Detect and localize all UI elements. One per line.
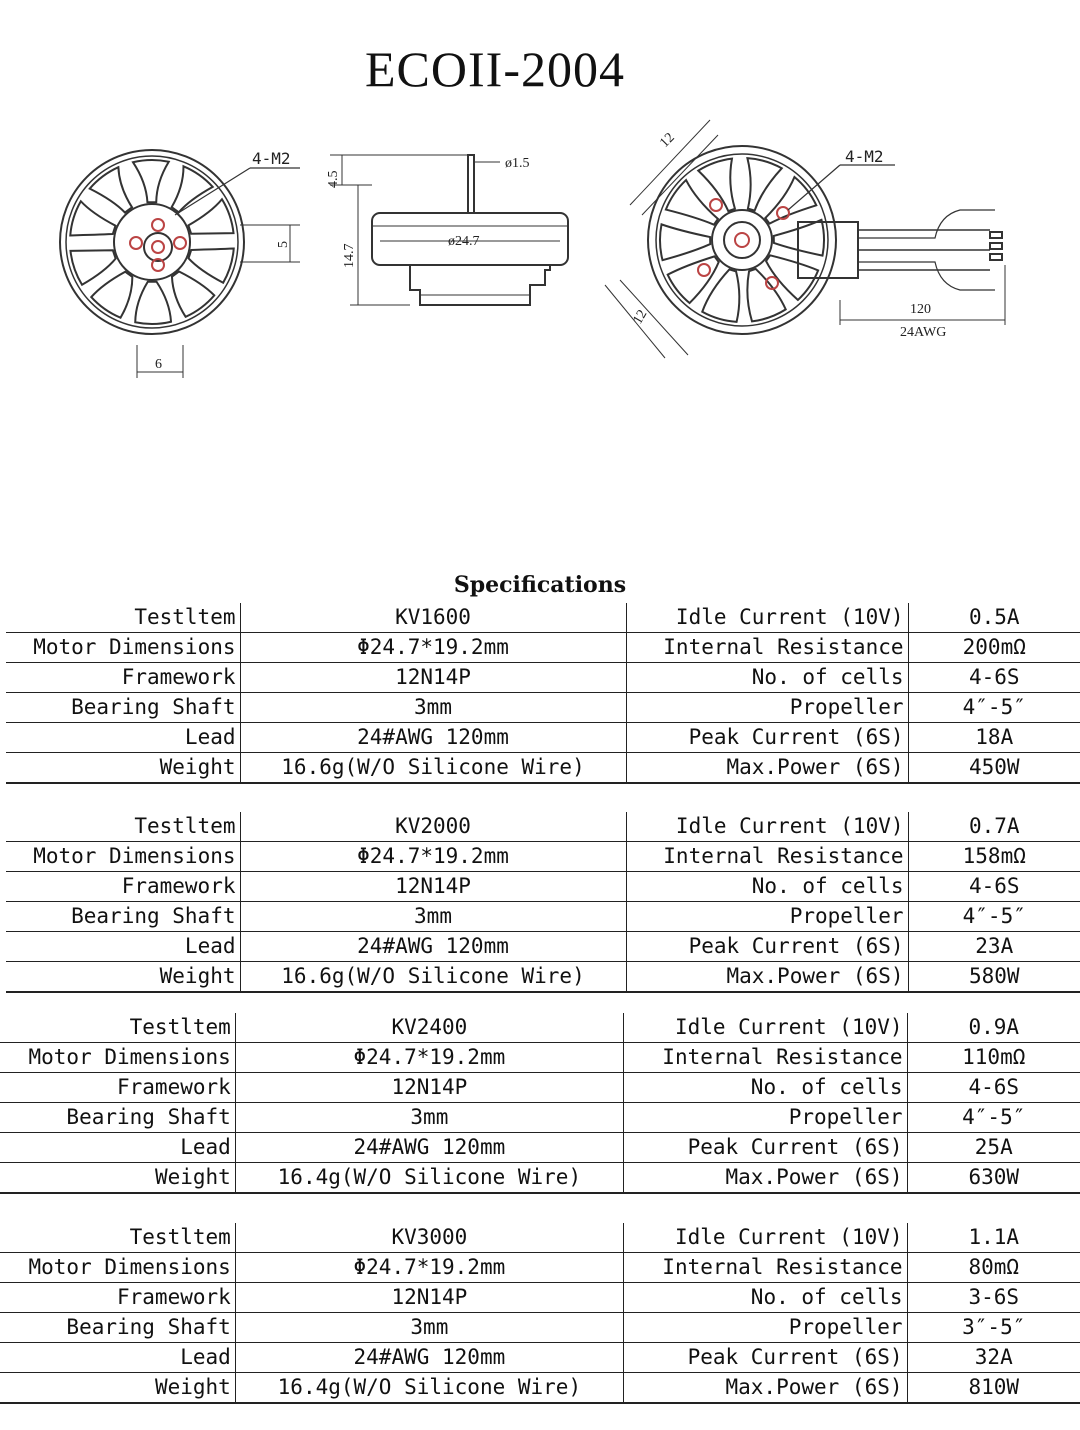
label-cells: No. of cells (623, 1073, 907, 1103)
label-testitem: Testltem (6, 603, 240, 633)
value-resistance: 200mΩ (908, 633, 1080, 663)
label-weight: Weight (6, 962, 240, 993)
label-weight: Weight (6, 753, 240, 784)
value-bearing: 3mm (235, 1313, 623, 1343)
value-propeller: 3″-5″ (907, 1313, 1080, 1343)
value-cells: 3-6S (907, 1283, 1080, 1313)
front-dim-6: 6 (155, 357, 162, 372)
spoke-front-spokes-9 (188, 199, 233, 233)
spec-row-framework (6, 872, 1080, 902)
value-idle: 1.1A (907, 1223, 1080, 1253)
spoke-front-spokes-4 (70, 250, 115, 284)
label-testitem: Testltem (0, 1223, 235, 1253)
label-power: Max.Power (6S) (626, 962, 908, 993)
page-title: ECOII-2004 (365, 41, 625, 97)
value-dimensions: Φ24.7*19.2mm (235, 1253, 623, 1283)
value-dimensions: Φ24.7*19.2mm (240, 842, 626, 872)
spoke-front-spokes-2 (135, 282, 171, 324)
label-peak: Peak Current (6S) (623, 1343, 907, 1373)
spoke-rear-spokes-7 (747, 158, 781, 210)
motor-drawings (0, 100, 1080, 400)
label-lead: Lead (6, 723, 240, 753)
spec-row-testitem (6, 812, 1080, 842)
rear-dim-12-top: 12 (657, 130, 678, 151)
label-framework: Framework (0, 1073, 235, 1103)
label-cells: No. of cells (623, 1283, 907, 1313)
value-peak: 23A (908, 932, 1080, 962)
label-framework: Framework (6, 872, 240, 902)
value-power: 810W (907, 1373, 1080, 1404)
value-idle: 0.9A (907, 1013, 1080, 1043)
value-kv: KV3000 (235, 1223, 623, 1253)
value-propeller: 4″-5″ (908, 693, 1080, 723)
value-dimensions: Φ24.7*19.2mm (240, 633, 626, 663)
value-bearing: 3mm (240, 902, 626, 932)
label-propeller: Propeller (626, 693, 908, 723)
value-propeller: 4″-5″ (908, 902, 1080, 932)
spoke-front-spokes-1 (172, 271, 214, 316)
label-peak: Peak Current (6S) (626, 932, 908, 962)
value-lead: 24#AWG 120mm (235, 1133, 623, 1163)
rear-lead-length: 120 (910, 302, 931, 317)
value-lead: 24#AWG 120mm (240, 932, 626, 962)
spec-table-kv3000 (0, 1223, 1080, 1404)
label-bearing: Bearing Shaft (0, 1313, 235, 1343)
value-propeller: 4″-5″ (907, 1103, 1080, 1133)
spec-row-framework (6, 663, 1080, 693)
label-lead: Lead (0, 1133, 235, 1163)
value-weight: 16.6g(W/O Silicone Wire) (240, 753, 626, 784)
side-body-dia: ø24.7 (448, 234, 480, 249)
spec-row-lead (6, 932, 1080, 962)
rear-lead-gauge: 24AWG (900, 325, 947, 340)
spoke-front-spokes-3 (91, 272, 132, 318)
value-weight: 16.4g(W/O Silicone Wire) (235, 1163, 623, 1194)
value-kv: KV1600 (240, 603, 626, 633)
spec-table-kv2400 (0, 1013, 1080, 1194)
label-peak: Peak Current (6S) (623, 1133, 907, 1163)
label-lead: Lead (6, 932, 240, 962)
value-resistance: 80mΩ (907, 1253, 1080, 1283)
front-view (60, 150, 300, 378)
label-resistance: Internal Resistance (623, 1043, 907, 1073)
label-idle: Idle Current (10V) (626, 812, 908, 842)
label-resistance: Internal Resistance (626, 842, 908, 872)
value-resistance: 110mΩ (907, 1043, 1080, 1073)
label-dimensions: Motor Dimensions (6, 842, 240, 872)
rear-view (605, 120, 1005, 358)
side-shaft-height: 4.5 (326, 170, 341, 188)
spec-table-kv1600 (6, 603, 1080, 784)
value-cells: 4-6S (908, 872, 1080, 902)
spoke-rear-spokes-4 (660, 224, 710, 260)
spec-row-testitem (6, 603, 1080, 633)
spoke-front-spokes-7 (133, 160, 169, 202)
value-peak: 25A (907, 1133, 1080, 1163)
spec-table-kv2000 (6, 812, 1080, 993)
spoke-front-spokes-0 (189, 249, 234, 283)
front-holes-label: 4-M2 (252, 149, 291, 168)
label-dimensions: Motor Dimensions (0, 1253, 235, 1283)
spoke-front-spokes-5 (70, 201, 115, 235)
label-idle: Idle Current (10V) (626, 603, 908, 633)
spec-row-framework (0, 1283, 1080, 1313)
spoke-rear-spokes-2 (702, 269, 739, 321)
spec-row-bearing (6, 902, 1080, 932)
spec-row-lead (6, 723, 1080, 753)
spoke-front-spokes-8 (172, 166, 213, 212)
value-kv: KV2400 (235, 1013, 623, 1043)
spec-row-bearing (6, 693, 1080, 723)
spec-row-testitem (0, 1013, 1080, 1043)
spec-row-framework (0, 1073, 1080, 1103)
label-framework: Framework (0, 1283, 235, 1313)
value-dimensions: Φ24.7*19.2mm (235, 1043, 623, 1073)
label-testitem: Testltem (6, 812, 240, 842)
side-body-height: 14.7 (342, 243, 357, 268)
value-framework: 12N14P (240, 663, 626, 693)
label-framework: Framework (6, 663, 240, 693)
value-bearing: 3mm (235, 1103, 623, 1133)
value-framework: 12N14P (235, 1283, 623, 1313)
value-cells: 4-6S (908, 663, 1080, 693)
value-kv: KV2000 (240, 812, 626, 842)
label-resistance: Internal Resistance (623, 1253, 907, 1283)
spoke-front-spokes-6 (90, 167, 132, 212)
value-idle: 0.5A (908, 603, 1080, 633)
spec-row-lead (0, 1343, 1080, 1373)
label-peak: Peak Current (6S) (626, 723, 908, 753)
value-lead: 24#AWG 120mm (235, 1343, 623, 1373)
label-propeller: Propeller (626, 902, 908, 932)
value-power: 450W (908, 753, 1080, 784)
spec-row-dimensions (6, 633, 1080, 663)
label-cells: No. of cells (626, 663, 908, 693)
value-framework: 12N14P (235, 1073, 623, 1103)
label-resistance: Internal Resistance (626, 633, 908, 663)
spec-row-bearing (0, 1103, 1080, 1133)
value-peak: 18A (908, 723, 1080, 753)
value-peak: 32A (907, 1343, 1080, 1373)
label-propeller: Propeller (623, 1313, 907, 1343)
spec-row-dimensions (0, 1253, 1080, 1283)
label-bearing: Bearing Shaft (6, 902, 240, 932)
value-bearing: 3mm (240, 693, 626, 723)
side-view (330, 155, 568, 305)
value-weight: 16.4g(W/O Silicone Wire) (235, 1373, 623, 1404)
label-power: Max.Power (6S) (623, 1373, 907, 1404)
front-dim-5: 5 (276, 241, 291, 248)
spoke-rear-spokes-1 (747, 269, 785, 321)
value-power: 630W (907, 1163, 1080, 1194)
spoke-rear-spokes-6 (698, 159, 735, 211)
spec-row-dimensions (6, 842, 1080, 872)
rear-holes-label: 4-M2 (845, 147, 884, 166)
value-resistance: 158mΩ (908, 842, 1080, 872)
spoke-rear-spokes-3 (668, 256, 719, 303)
label-bearing: Bearing Shaft (0, 1103, 235, 1133)
value-power: 580W (908, 962, 1080, 993)
value-weight: 16.6g(W/O Silicone Wire) (240, 962, 626, 993)
label-idle: Idle Current (10V) (623, 1013, 907, 1043)
spec-row-weight (0, 1163, 1080, 1194)
spoke-rear-spokes-8 (765, 177, 816, 224)
spec-row-dimensions (0, 1043, 1080, 1073)
side-shaft-dia: ø1.5 (505, 156, 530, 171)
label-lead: Lead (0, 1343, 235, 1373)
spec-row-testitem (0, 1223, 1080, 1253)
label-idle: Idle Current (10V) (623, 1223, 907, 1253)
spec-caption: Specifications (453, 572, 627, 598)
value-framework: 12N14P (240, 872, 626, 902)
label-weight: Weight (0, 1163, 235, 1194)
label-bearing: Bearing Shaft (6, 693, 240, 723)
rear-dim-12-bottom: 12 (630, 307, 651, 327)
label-weight: Weight (0, 1373, 235, 1404)
label-power: Max.Power (6S) (626, 753, 908, 784)
label-cells: No. of cells (626, 872, 908, 902)
spec-row-bearing (0, 1313, 1080, 1343)
label-testitem: Testltem (0, 1013, 235, 1043)
label-power: Max.Power (6S) (623, 1163, 907, 1194)
value-idle: 0.7A (908, 812, 1080, 842)
label-propeller: Propeller (623, 1103, 907, 1133)
spec-row-weight (6, 962, 1080, 993)
value-cells: 4-6S (907, 1073, 1080, 1103)
label-dimensions: Motor Dimensions (0, 1043, 235, 1073)
spec-row-lead (0, 1133, 1080, 1163)
value-lead: 24#AWG 120mm (240, 723, 626, 753)
spec-row-weight (0, 1373, 1080, 1404)
label-dimensions: Motor Dimensions (6, 633, 240, 663)
spec-row-weight (6, 753, 1080, 784)
